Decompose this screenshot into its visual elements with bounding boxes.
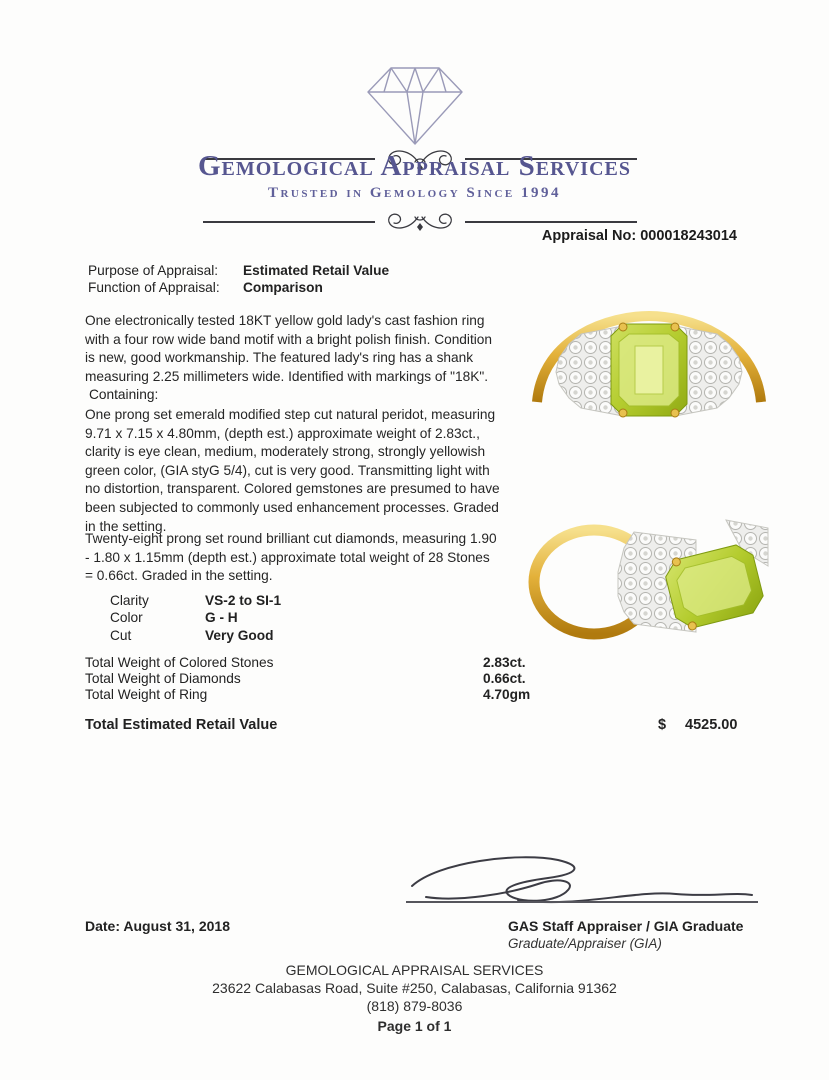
- spec-row-color: [110, 609, 281, 626]
- ring-description: One electronically tested 18KT yellow gold lady's cast fashion ring with a four row wide band motif with a bright polish finish. Condition is new, good workmanship. The featured lady's ring has a shank measuring 2.25 millimeters wide. Identified with markings of "18K".: [85, 313, 493, 384]
- purpose-row: [88, 262, 389, 279]
- rule-segment: [203, 221, 375, 223]
- spec-label: Clarity: [110, 593, 149, 608]
- appraisal-date: Date: August 31, 2018: [85, 918, 230, 934]
- total-label: Total Weight of Colored Stones: [85, 655, 274, 670]
- rule-segment: [465, 221, 637, 223]
- signature-line: [406, 901, 758, 903]
- function-value: Comparison: [243, 280, 323, 295]
- containing-label: Containing:: [89, 387, 159, 402]
- appraiser-title: GAS Staff Appraiser / GIA Graduate: [508, 918, 744, 934]
- peridot-description: One prong set emerald modified step cut natural peridot, measuring 9.71 x 7.15 x 4.80mm, (depth est.) approximate weight of 2.83ct., clarity is eye clean, medium, moderately strong, strongly yellowish green color, (GIA styG 5/4), cut is very good. Transmitting light with no distortion, transparent. Colored gemstones are presumed to have been subjected to commonly used enhancement processes. Graded in the setting.: [85, 407, 500, 534]
- spec-label: Color: [110, 610, 143, 626]
- scroll-flourish-icon: [377, 209, 463, 235]
- appraisal-number: [542, 228, 737, 244]
- appraiser-subtitle: Graduate/Appraiser (GIA): [508, 936, 662, 951]
- footer-address: 23622 Calabasas Road, Suite #250, Calabasas, California 91362: [212, 980, 617, 996]
- total-row-diamonds: [85, 671, 645, 687]
- function-row: [88, 279, 389, 296]
- appraisal-number-label: Appraisal No:: [541, 228, 637, 244]
- appraisal-number-value: 000018243014: [640, 228, 737, 244]
- spec-label: Cut: [110, 627, 132, 643]
- spec-row-clarity: [110, 592, 281, 609]
- diamond-specs: [110, 592, 281, 644]
- grand-total-amount: 4525.00: [685, 717, 738, 733]
- diamond-logo-icon: [355, 58, 475, 151]
- total-label: Total Weight of Ring: [85, 686, 208, 702]
- spec-value: G - H: [205, 610, 238, 626]
- footer-company: GEMOLOGICAL APPRAISAL SERVICES: [285, 962, 544, 978]
- company-tagline: Trusted in Gemology Since 1994: [267, 185, 562, 201]
- ring-photo-front: [523, 280, 775, 437]
- purpose-label: Purpose of Appraisal:: [88, 263, 219, 278]
- spec-row-cut: [110, 627, 281, 644]
- footer-phone: (818) 879-8036: [366, 998, 463, 1014]
- function-label: Function of Appraisal:: [88, 280, 220, 295]
- footer-page-number: Page 1 of 1: [377, 1018, 452, 1034]
- total-row-ring: [85, 687, 645, 703]
- total-estimated-retail-value: [85, 717, 745, 733]
- appraisal-info: [88, 262, 389, 296]
- ring-photo-side: [518, 486, 776, 659]
- total-value: 4.70gm: [483, 686, 531, 702]
- total-value: 2.83ct.: [483, 655, 526, 670]
- spec-value: VS-2 to SI-1: [205, 593, 282, 608]
- currency-symbol: $: [658, 717, 667, 733]
- grand-total-label: Total Estimated Retail Value: [85, 717, 278, 733]
- company-title: Gemological Appraisal Services: [198, 150, 631, 182]
- spec-value: Very Good: [205, 627, 274, 643]
- purpose-value: Estimated Retail Value: [243, 263, 390, 278]
- total-value: 0.66ct.: [483, 670, 526, 686]
- diamonds-description: Twenty-eight prong set round brilliant cut diamonds, measuring 1.90 - 1.80 x 1.15mm (depth est.) approximate total weight of 28 Stones = 0.66ct. Graded in the setting.: [85, 531, 497, 584]
- total-label: Total Weight of Diamonds: [85, 670, 241, 686]
- weight-totals: [85, 655, 645, 702]
